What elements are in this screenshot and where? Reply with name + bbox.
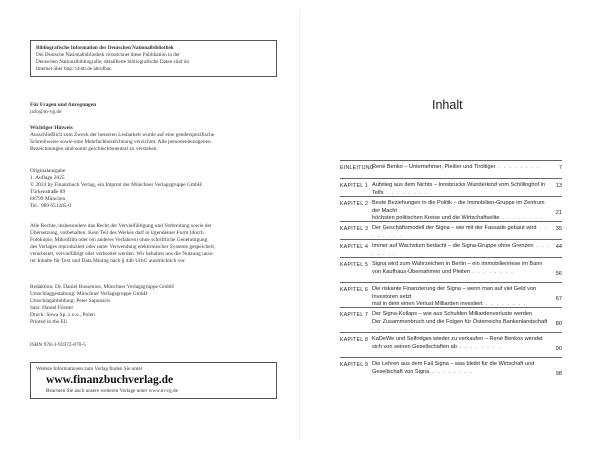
promo-top-text: Weitere Informationen zum Verlag finden Sie unter	[36, 366, 143, 372]
notice-block	[30, 125, 275, 153]
toc-leader-dots: . . . . . . . .	[469, 268, 515, 275]
toc-chapter-title	[372, 225, 552, 240]
toc-chapter-label: EINLEITUNG	[340, 165, 375, 171]
toc-page-number: 90	[555, 346, 562, 352]
notice-heading: Wichtiger Hinweis	[30, 125, 73, 131]
rights-line: verarbeitet, vervielfältigt oder verbreitet werden. Wir behalten uns die Nutzung unse-	[30, 251, 214, 258]
rights-line: Übersetzung, vorbehalten. Kein Teil des Werkes darf in irgendeiner Form (durch	[30, 230, 204, 237]
toc-entry[interactable]	[340, 160, 562, 178]
publisher-line: 80799 München	[30, 196, 66, 203]
toc-entry[interactable]	[340, 257, 562, 282]
toc-page-number: 44	[555, 244, 562, 250]
credits-line: Umschlaggestaltung: Münchner Verlagsgruppe GmbH	[30, 291, 148, 298]
toc-title-text: Der Geschäftsmodell der Signa – wie mit der Fassade gebaut wird	[372, 225, 537, 231]
toc-chapter-label: KAPITEL 4	[340, 244, 369, 250]
toc-entry[interactable]	[340, 307, 562, 332]
rights-line: rer Inhalte für Text und Data Mining nach § 44b UrhG ausdrücklich vor.	[30, 258, 186, 265]
toc-entry[interactable]	[340, 332, 562, 357]
toc-title-line	[372, 369, 552, 377]
toc-title-text: Aufstieg aus dem Nichts – Innsbrucks Wunderkind vom Schillinghof in Telfs	[372, 182, 546, 196]
toc-page-number: 35	[555, 226, 562, 232]
toc-chapter-title	[372, 311, 552, 334]
toc-leader-dots: . . . . . . . .	[499, 215, 544, 222]
notice-line: Ausschließlich zum Zweck der besseren Lesbarkeit wurde auf eine genderspezifische	[30, 132, 215, 139]
promo-bottom-text: Beachten Sie auch unsere weiteren Verlage unter www.m-vg.de	[46, 388, 178, 394]
toc-title-line: Die Lehren aus dem Fall Signa – was bleibt für die Wirtschaft und	[372, 361, 535, 367]
toc-entry[interactable]	[340, 282, 562, 307]
publisher-line: Türkenstraße 89	[30, 189, 66, 196]
toc-title-line	[372, 344, 552, 352]
credits-line: Druck: Sowa Sp. z o.o., Polen	[30, 312, 95, 319]
toc-title-text: mal in dem einen Verlust Milliarden investiert	[372, 301, 483, 308]
publisher-block	[30, 168, 275, 211]
toc-title-line: Beste Beziehungen in die Politik – die Immobilien-Gruppe im Zentrum der Macht	[372, 200, 545, 214]
toc-entry[interactable]	[340, 221, 562, 239]
credits-line: Satz: Daniel Förster	[30, 305, 74, 312]
isbn: ISBN 978-3-95972-870-5	[30, 342, 86, 348]
toc-title-line	[372, 225, 552, 240]
biblio-heading: Bibliografische Information der Deutschen Nationalbibliothek	[36, 45, 174, 51]
toc-title-line: Signa wird zum Wahrzeichen in Berlin – ein Immobilienriese im Bann	[372, 261, 543, 267]
toc-leader-dots: . . . . . . . .	[482, 301, 527, 308]
credits-line: Umschlagabbildung: Peter Sapunaris	[30, 298, 110, 305]
toc-title-text: René Benko – Unternehmer, Pleitier und Tiroltiger	[372, 164, 496, 170]
publisher-line: 1. Auflage 2025	[30, 175, 65, 182]
biblio-line: Internet über http://d-nb.de abrufbar.	[36, 66, 112, 72]
toc-chapter-label: KAPITEL 3	[340, 226, 369, 232]
toc-leader-dots: . . . . . . . .	[372, 326, 414, 333]
toc-title-line: Die riskante Finanzierung der Signa – wenn man auf viel Geld von Investoren setzt	[372, 286, 537, 300]
toc-title-line: Der Signa-Kollaps – wie aus Schulden Milliardenverluste werden	[372, 311, 533, 317]
biblio-line: Deutschen Nationalbibliografie; detaillierte bibliografische Daten sind im	[36, 59, 189, 65]
toc-title: Inhalt	[432, 98, 463, 112]
credits-line: Redaktion: Dr. Daniel Bussenius, Münchner Verlagsgruppe GmbH	[30, 284, 174, 290]
toc-title-text: höchsten politischen Kreise und die Wirtschaftselite	[372, 215, 500, 222]
toc-title-line	[372, 182, 552, 197]
rights-line: des Verlages reproduziert oder unter Verwendung elektronischer Systeme gespeichert,	[30, 244, 216, 251]
toc-entry[interactable]	[340, 196, 562, 221]
toc-page-number: 56	[555, 271, 562, 277]
toc-page-number: 7	[558, 165, 562, 171]
toc-title-line	[372, 243, 552, 258]
toc-chapter-title	[372, 361, 552, 376]
toc-leader-dots: . . . . . . . .	[429, 368, 474, 375]
toc-title-text: Der Zusammenbruch und die Folgen für Österreichs Bankenlandschaft	[372, 318, 548, 325]
publisher-line: © 2024 by Finanzbuch Verlag, ein Imprint der Münchner Verlagsgruppe GmbH	[30, 182, 202, 189]
toc-entry[interactable]	[340, 239, 562, 257]
toc-page-number: 98	[555, 371, 562, 377]
notice-line: Bezeichnungen sind somit geschlechtsneutral zu verstehen.	[30, 146, 158, 153]
toc-chapter-label: KAPITEL 6	[340, 287, 369, 293]
toc-chapter-label: KAPITEL 1	[340, 183, 369, 189]
toc-chapter-label: KAPITEL 7	[340, 312, 369, 318]
toc-chapter-title	[372, 336, 552, 351]
toc-chapter-title	[372, 182, 552, 197]
credits-block	[30, 284, 275, 327]
toc-page-number: 13	[555, 183, 562, 189]
bibliographic-info-box	[30, 40, 277, 77]
publisher-line: Originalausgabe	[30, 168, 66, 174]
table-of-contents	[340, 160, 562, 382]
contact-block	[30, 102, 275, 116]
rights-block	[30, 223, 275, 266]
toc-page-number: 80	[555, 321, 562, 327]
publisher-promo-box	[30, 362, 277, 399]
toc-chapter-label: KAPITEL 9	[340, 362, 369, 368]
publisher-url-link[interactable]: www.finanzbuchverlag.de	[46, 374, 174, 386]
toc-title-line	[372, 269, 552, 277]
publisher-line: Tel.: 089 651285-0	[30, 203, 72, 210]
toc-chapter-label: KAPITEL 5	[340, 262, 369, 268]
toc-page-number: 67	[555, 296, 562, 302]
toc-leader-dots: . . . . . . . .	[372, 243, 551, 257]
toc-title-line: KaDeWe und Selfridges wieder zu verkaufen – René Benkos wendet	[372, 336, 543, 342]
rights-line: Fotokopie, Mikrofilm oder ein anderes Verfahren) ohne schriftliche Genehmigung	[30, 237, 208, 244]
toc-title-line	[372, 164, 552, 172]
toc-chapter-title	[372, 243, 552, 258]
toc-leader-dots: . . . . . . . .	[383, 189, 428, 196]
toc-chapter-title	[372, 200, 552, 223]
contact-heading: Für Fragen und Anregungen	[30, 102, 97, 108]
contact-email[interactable]: info@m-vg.de	[30, 109, 62, 116]
toc-leader-dots: . . . . . . . .	[456, 343, 501, 350]
rights-line: Alle Rechte, insbesondere das Recht der Vervielfältigung und Verbreitung sowie der	[30, 223, 212, 229]
toc-chapter-label: KAPITEL 8	[340, 337, 369, 343]
credits-line: Printed in the EU	[30, 319, 68, 326]
toc-page-number: 21	[555, 210, 562, 216]
toc-title-text: von Kaufhaus-Übernahmen und Pleiten	[372, 268, 470, 275]
toc-leader-dots: . . . . . . . .	[372, 225, 548, 239]
biblio-line: Die Deutsche Nationalbibliothek verzeichnet diese Publikation in der	[36, 52, 180, 58]
toc-entry[interactable]	[340, 178, 562, 196]
toc-leader-dots: . . . . . . . .	[495, 164, 540, 170]
toc-chapter-title	[372, 286, 552, 309]
toc-chapter-label: KAPITEL 2	[340, 201, 369, 207]
toc-chapter-title	[372, 164, 552, 172]
toc-chapter-title	[372, 261, 552, 276]
toc-title-text: Gesellschaft von Signa	[372, 368, 430, 375]
toc-title-text: Immer auf Wachstum bedacht – die Signa-Gruppe ohne Grenzen	[372, 243, 534, 249]
notice-line: Schreibweise sowie eine Mehrfachbezeichnung verzichtet. Alle personenbezogenen	[30, 139, 211, 146]
toc-title-text: sich von seinen Gesellschaften ab	[372, 343, 457, 350]
toc-entry[interactable]	[340, 357, 562, 382]
